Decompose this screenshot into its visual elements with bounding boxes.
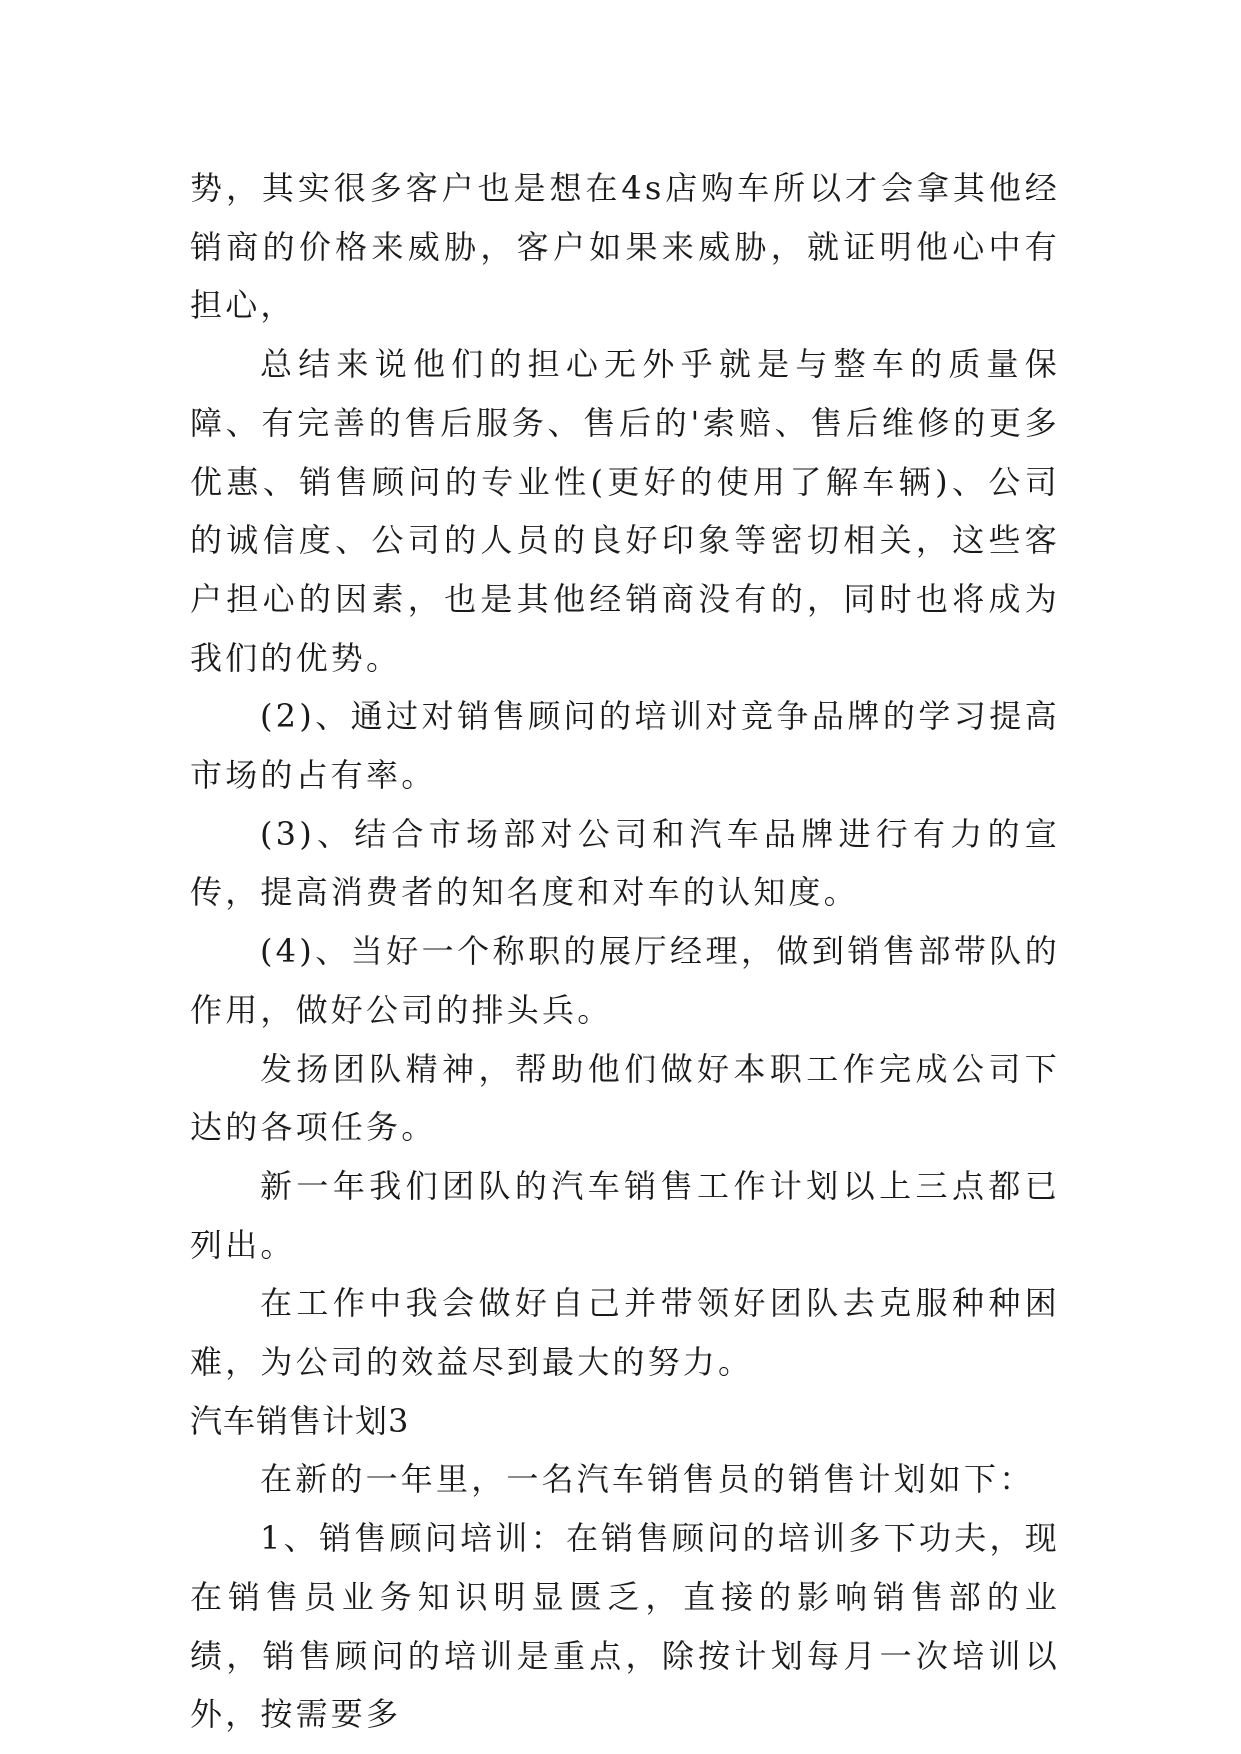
paragraph: (3)、结合市场部对公司和汽车品牌进行有力的宣传，提高消费者的知名度和对车的认知度。 (190, 814, 1060, 912)
paragraph: 新一年我们团队的汽车销售工作计划以上三点都已列出。 (190, 1166, 1060, 1264)
paragraph: (4)、当好一个称职的展厅经理，做到销售部带队的作用，做好公司的排头兵。 (190, 932, 1060, 1029)
paragraph: 发扬团队精神，帮助他们做好本职工作完成公司下达的各项任务。 (190, 1049, 1060, 1147)
paragraph: 总结来说他们的担心无外乎就是与整车的质量保障、有完善的售后服务、售后的'索赔、售后维修的更多优惠、销售顾问的专业性(更好的使用了解车辆)、公司的诚信度、公司的人员的良好印象等密切相关，这些客户担心的因素，也是其他经销商没有的，同时也将成为我们的优势。 (190, 345, 1060, 677)
paragraph: 在新的一年里，一名汽车销售员的销售计划如下： (260, 1460, 1035, 1499)
paragraph: (2)、通过对销售顾问的培训对竞争品牌的学习提高市场的占有率。 (190, 697, 1060, 795)
paragraph: 势，其实很多客户也是想在4s店购车所以才会拿其他经销商的价格来威胁，客户如果来威胁，就证明他心中有担心， (190, 169, 1060, 325)
section-heading: 汽车销售计划3 (190, 1401, 410, 1440)
paragraph: 在工作中我会做好自己并带领好团队去克服种种困难，为公司的效益尽到最大的努力。 (190, 1284, 1060, 1382)
paragraph: 1、销售顾问培训：在销售顾问的培训多下功夫，现在销售员业务知识明显匮乏，直接的影响销售部的业绩，销售顾问的培训是重点，除按计划每月一次培训以外，按需要多 (190, 1519, 1060, 1734)
document-body (190, 159, 1060, 1744)
